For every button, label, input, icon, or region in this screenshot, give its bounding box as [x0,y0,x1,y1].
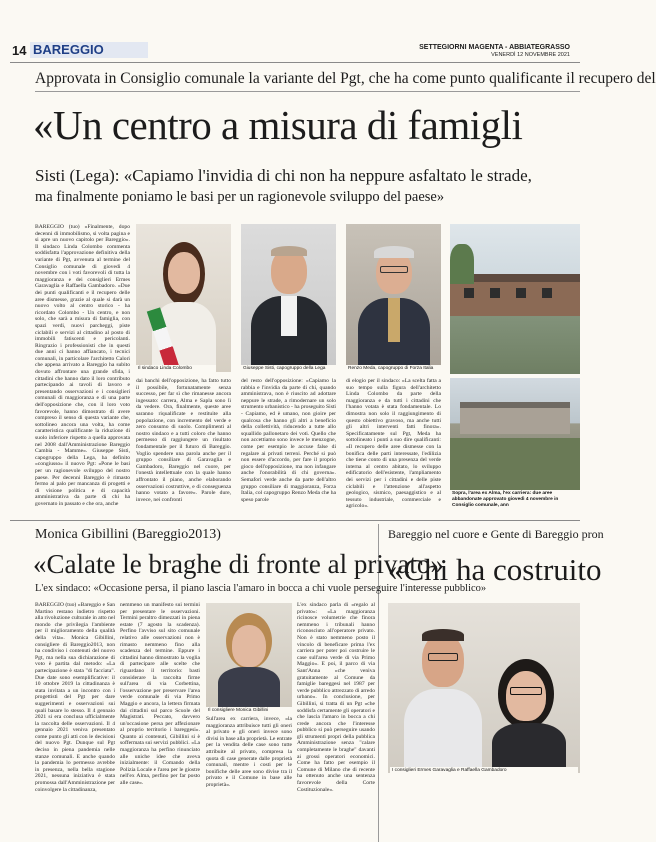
article2-column-1: BAREGGIO (tuo) «Bareggio e San Martino restano indietro rispetto alla rivoluzione culturale in atto nel mondo che privilegia l'ambiente per il miglioramento della qualità della vita». Monica Gibillini, consigliere di Bareggio2013, non ha condiviso i contenuti del nuovo Pgt, ma nella sua dichiarazione di voto è partita dal metodo: «La partecipazione è stata "di facciata". Due date sono esemplificative: il 10 ottobre 2019 la cittadinanza è stata invitata a un incontro con i progettisti del Pgt per dare suggerimenti e osservazioni sui quali basare lo stesso. Il 4 gennaio 2021 si era conclusa ufficialmente la raccolta delle osservazioni. Il 4 gennaio 2021 veniva presentato come punto gli atti con le decisioni del nuovo Pgt. Dunque sul Pgt deciso in piena pandemia nelle stanze comunali. E anche quando la pandemia lo permesso avrebbe in presenza, nella bella stagione 2021, nessuna iniziativa è stata promossa dall'Amministrazione per coinvolgere la cittadinanza, [35,602,115,793]
publication-name: SETTEGIORNI MAGENTA - ABBIATEGRASSO [419,44,570,51]
photo-caption-consiglieri: I consiglieri Ermes Garavaglia e Raffaella Gambadoro [390,767,578,774]
glasses [428,653,458,661]
photo-ex-alma-area [450,224,580,374]
article2-column-4: L'ex sindaco parla di «regalo al privato»: «La maggioranza ricinosce volumetrie che finora nemmeno i tribunali hanno riconosciuto all'operatore privato. Non è stato nemmeno posto il vincolo di beneficare prima l'ex carriera per poter poi costruire le case sull'area verde di via Primo Maggio». E poi, il parco di via Sant'Anna «che veniva gratuitamente al Comune da famiglie bareggesi nel 1987 per verde pubblico attrezzato di arredo urbano». In conclusione, per Gibillini, si tratta di un Pgt «che soddisfa certamente gli operatori e che lascia l'amaro in bocca a chi crede ancora che l'interesse pubblico si può perseguire usando gli strumenti propri della pubblica Amministrazione senza "calare completamente le braghe" davanti ai grossi operatori economici. Come ha fatto per esempio il Comune di Milano che di recente ha ottenuto anche una sentenza favorevole della Corte Costituzionale». [297,602,375,793]
photo-renzo-meda [346,224,441,372]
article3-kicker: Bareggio nel cuore e Gente di Bareggio pron [388,527,604,541]
issue-date: VENERDÌ 12 NOVEMBRE 2021 [491,52,570,58]
photo-caption-gibillini: Il consigliere Monica Gibillini [206,707,292,714]
article1-subhead-line1: Sisti (Lega): «Capiamo l'invidia di chi non ha neppure asfaltato le strade, [35,166,532,185]
article1-headline: «Un centro a misura di famigli [33,102,523,148]
article1-column-1: BAREGGIO (tuo) «Finalmente, dopo decenni di immobilismo, si volta pagina e si apre un nuovo capitolo per Bareggio». Il sindaco Linda Colombo commenta soddisfatta l'approvazione definitiva della variante di Pgt, avvenuta al termine del Consiglio comunale di giovedì 4 novembre con i voti favorevoli di tutta la maggioranza e dei consiglieri Ermes Garavaglia e Raffaella Gambadoro. «Due dei punti qualificanti e il recupero delle aree dismesse, grazie al quale si darà un nuovo volto al centro storico - ha ricordato Colombo - Un centro, e non solo, che sarà a misura di famiglia, con spazi verdi, nuovi parcheggi, piste ciclabili e servizi al cittadino al posto di immobili fatiscenti e pericolanti. Ringrazio i professionisti che in questi due anni ci hanno affiancato, i tecnici comunali, in particolare l'architetto Calori che appena arrivato a Bareggio ha subito dovuto affrontare una grande sfida, i cittadini che hanno dato il loro contributo partecipando ai tavoli di lavoro e presentando osservazioni e i consiglieri comunali di maggioranza e di una parte dell'opposizione che, con il loro voto favorevole, hanno dimostrato di avere compreso il senso di questa variante che, sottolineo ancora una volta, ha come caratteristica qualificante la riduzione di suolo inferiore rispetto a quella approvata nel 2008 dall'Amministrazione Bareggio Cambia - Mamme». Giuseppe Sisti, capogruppo della Lega, ha definito «congiusso» il nuovo Pgt: «Pone le basi per un ragionevole sviluppo del nostro paese. Per decenni Bareggio è rimasto fermo al palo per mancanza di progetti e di visione politica e di capacità amministrativa da parte di chi ha governato in passato e che ora, anche [35,224,130,507]
photo-ex-carriera-area [450,378,580,490]
photo-caption-areas: Sopra, l'area ex Alma, l'ex carriera: due aree abbandonate approvato giovedì 4 novembre in Consiglio comunale, ann [450,490,580,506]
page-number: 14 [12,43,27,58]
section-divider [10,520,580,521]
article2-kicker: Monica Gibillini (Bareggio2013) [35,527,221,542]
photo-caption-colombo: Il sindaco Linda Colombo [136,365,216,372]
article1-subhead-line2: ma finalmente poniamo le basi per un ragionevole sviluppo del paese» [35,189,445,205]
article1-column-3: del resto dell'opposizione: «Capiamo la rabbia e l'invidia da parte di chi, quando amministrava, non è riuscito ad adottare neppure le strade, a rimodernare un solo strumento urbanistico - ha proseguito Sisti - Capiamo, ed è umano, non gioire per qualcosa che hanno gli altri a beneficio della collettività, riducendo a tutte allo squallido pallonetaro dei voti. Quello che non accettiamo sono invece le menzogne, come per esempio le accuse false di regalare ai privati terreni. Perché si può non essere d'accordo, per fare il proprio gioco dell'opposizione, ma non infangare anche l'onorabilità di chi governa». Semafori verde anche da parte dell'altro gruppo consiliare di maggioranza, Forza Italia, col capogruppo Renzo Meda che ha speso parole [241,378,336,503]
section-banner: BAREGGIO [30,42,148,58]
article1-kicker-rule [35,91,580,92]
article1-column-2: dai banchi dell'opposizione, ha fatto tutto il possibile, fortunatamente senza successo, per far sì che rimanesse ancora ingessato: carrera, Alma e Sapla sono lì da vedere. Ora, finalmente, queste aree saranno riqualificate e restituite alla popolazione, con incremento del verde e zero consumo di suolo. Complimenti al nostro sindaco e a tutti coloro che hanno permesso di raggiungere un risultato fondamentale per il futuro di Bareggio. Voglio spendere una parola anche per il gruppo consiliare di Garavaglia e Gambadoro, Bareggio nel cuore, per l'onestà intellettuale con la quale hanno affrontato il piano, anche elaborando osservazioni costruttive, e di conseguenza hanno votato a favore». Parole dure, invece, nei confronti [136,378,231,503]
photo-linda-colombo [136,224,231,372]
photo-caption-meda: Renzo Meda, capogruppo di Forza Italia [346,365,441,372]
article1-kicker: Approvata in Consiglio comunale la variante del Pgt, che ha come punto qualificante il recupero del [35,70,656,87]
article2-column-2: nemmeno un manifesto sui termini per presentare le osservazioni. Termini peraltro dimezzati in piena estate (7 agosto la scadenza). Perfino l'avviso sul sito comunale relativo alle osservazioni non è rimasto nemmeno fino alla scadenza del termine. Eppure i cittadini hanno dimostrato la voglia di partecipare alle scelte che riguardano il territorio: basti considerare la raccolta firme sull'area di via Corbettina, l'osservazione per preservare l'area verde comunale di via Primo Maggio e ancora, la lettera firmata dai cittadini sul parco Scuole del Magistrati. Peccato, davvero un'occasione persa per affezionare al proprio territorio i bareggesi». Quanto ai contenuti, Gibillini si è soffermata sui servizi pubblici. «La maggioranza ha perfino rinunciato alle uniche idee che aveva inizialmente: il Comando della Polizia Locale e l'area per le giostre nell'ex Alma, perfino per far posto alle case». [120,602,200,787]
article2-subhead: L'ex sindaco: «Occasione persa, il piano lascia l'amaro in bocca a chi vuole perseguire l'interesse pubblico» [35,583,487,594]
photo-caption-sisti: Giuseppe Sisti, capogruppo della Lega [241,365,336,372]
article3-headline: «Chi ha costruito [388,552,602,587]
photo-garavaglia-gambadoro [388,603,580,773]
article1-column-4: di elogio per il sindaco: «La scelta fatta a suo tempo sulla figura dell'architetto Linda Colombo da parte della maggioranza e da tutti i cittadini che l'hanno votata è stata fondamentale. Lo dimostra non solo il raggiungimento di questo obiettivo gravoso, ma anche tutti gli altri interventi fatti finora». Specificatamente sul Pgt, Meda ha sottolineato i punti a suo dire qualificanti: «Il recupero delle aree dismesse con la bonifica delle parti interessate, l'edilizia che tiene conto di una presenza del verde interna al centro abitato, lo sviluppo edificatorio dell'esistente, l'ampliamento dei servizi per i cittadini e delle piste ciclabili e l'attenzione all'aspetto geologico, sismico, paesaggistico e al tessuto industriale, commerciale e agricolo». [346,378,441,510]
article2-column-3: Sull'area ex carriera, invece, «la maggioranza attribuisce tutti gli oneri al privato e gli oneri invece sono divisi in base alla proprietà. Le entrate per la vendita delle case sono tutte attribuite al privato, compresa la quota di case generate dalle proprietà comunali, mentre i costi per le bonifiche delle aree sono divise tra il privato e il Comune in base alle proprietà». [206,716,292,788]
glasses [380,266,408,273]
glasses [510,687,542,695]
photo-monica-gibillini [206,603,292,707]
header-rule [10,62,580,63]
photo-giuseppe-sisti [241,224,336,372]
article2-headline: «Calate le braghe di fronte al privato» [33,549,444,579]
